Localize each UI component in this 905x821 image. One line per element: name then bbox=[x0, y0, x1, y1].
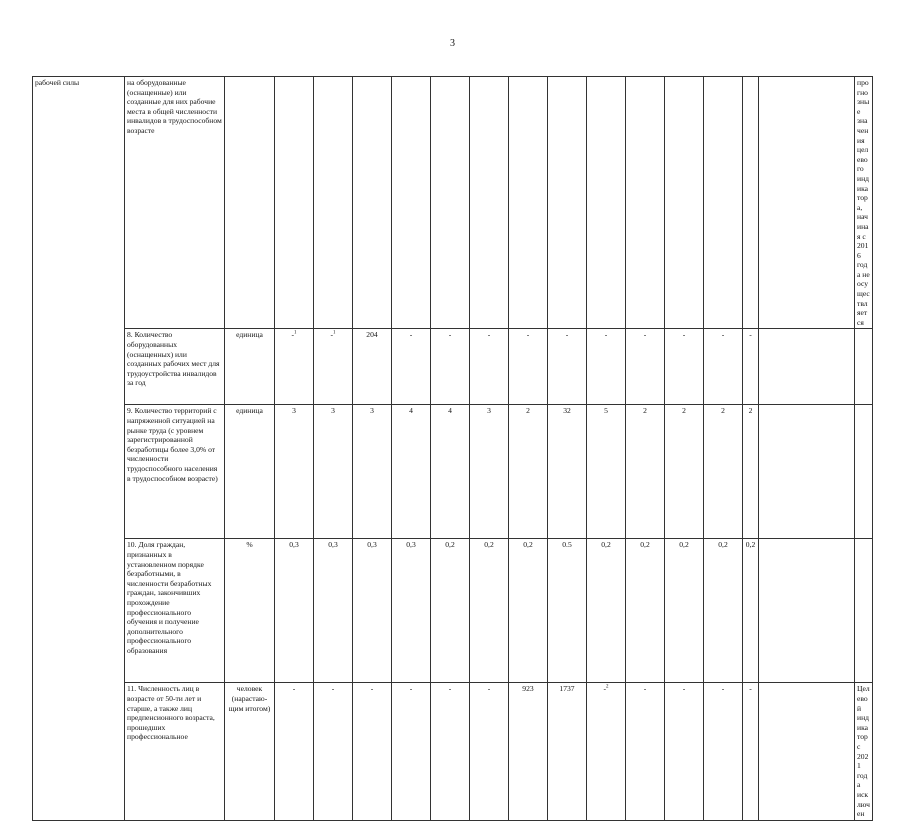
indicator-name: 9. Количество территорий с напряженной ситуацией на рынке труда (с уровнем зарегистрированной безработицы более 3,0% от численности трудоспособного населения в трудоспособном возрасте) bbox=[125, 405, 225, 539]
value-cell: 2 bbox=[704, 405, 743, 539]
section-label: рабочей силы bbox=[33, 77, 125, 821]
indicator-table bbox=[32, 76, 873, 821]
value-cell: - bbox=[626, 329, 665, 405]
value-cell: 3 bbox=[353, 405, 392, 539]
footnote-mark: 1 bbox=[294, 330, 297, 336]
value-cell: - bbox=[587, 329, 626, 405]
value-cell: 4 bbox=[392, 405, 431, 539]
indicator-name: на оборудованные (оснащенные) или созданные для них рабочие места в общей численности инвалидов в трудоспособном возрасте bbox=[125, 77, 225, 329]
value-cell: 2 bbox=[626, 405, 665, 539]
indicator-note bbox=[855, 405, 873, 539]
value-cell: 0,2 bbox=[743, 539, 759, 683]
indicator-unit: % bbox=[225, 539, 275, 683]
value-cell: 0,2 bbox=[704, 539, 743, 683]
value-cell: 923 bbox=[509, 683, 548, 820]
value-cell: 0,2 bbox=[431, 539, 470, 683]
value-cell: 2 bbox=[665, 405, 704, 539]
value-cell: -$^1$ bbox=[275, 329, 314, 405]
value-cell bbox=[704, 77, 743, 329]
value-cell: 3 bbox=[314, 405, 353, 539]
indicator-note bbox=[855, 329, 873, 405]
value-cell bbox=[759, 77, 855, 329]
value-cell: 0,3 bbox=[392, 539, 431, 683]
value-cell: - bbox=[470, 683, 509, 820]
value-cell: 5 bbox=[587, 405, 626, 539]
table-row bbox=[33, 405, 873, 539]
indicator-name: 11. Численность лиц в возрасте от 50-ти лет и старше, а также лиц предпенсионного возраста, прошедших профессиональное bbox=[125, 683, 225, 820]
value-cell bbox=[743, 77, 759, 329]
value-cell bbox=[548, 77, 587, 329]
value-cell: 0,2 bbox=[509, 539, 548, 683]
indicator-note: прогнозные значения целевого индикатора, начиная с 2016 года не осуществляется bbox=[855, 77, 873, 329]
value-cell: - bbox=[665, 683, 704, 820]
indicator-note: Целевой индикатор с 2021 года исключен bbox=[855, 683, 873, 820]
footnote-mark: 1 bbox=[333, 330, 336, 336]
value-cell bbox=[392, 77, 431, 329]
indicator-unit bbox=[225, 77, 275, 329]
table-row bbox=[33, 539, 873, 683]
value-cell: - bbox=[626, 683, 665, 820]
value-cell: 0,2 bbox=[626, 539, 665, 683]
table-row bbox=[33, 329, 873, 405]
value-cell: - bbox=[548, 329, 587, 405]
value-cell bbox=[587, 77, 626, 329]
table-row bbox=[33, 683, 873, 820]
value-cell: - bbox=[431, 329, 470, 405]
value-cell bbox=[626, 77, 665, 329]
value-cell bbox=[759, 539, 855, 683]
value-cell: - bbox=[743, 683, 759, 820]
value-cell bbox=[431, 77, 470, 329]
value-cell: 0,2 bbox=[587, 539, 626, 683]
value-cell bbox=[759, 405, 855, 539]
table-row bbox=[33, 77, 873, 329]
value-cell: 3 bbox=[275, 405, 314, 539]
value-cell: 0,3 bbox=[353, 539, 392, 683]
value-cell: 204 bbox=[353, 329, 392, 405]
value-cell: - bbox=[353, 683, 392, 820]
indicator-note bbox=[855, 539, 873, 683]
indicator-name: 10. Доля граждан, признанных в установленном порядке безработными, в численности безработных граждан, закончивших прохождение профессионального обучения и получение дополнительного профессионального образования bbox=[125, 539, 225, 683]
value-cell: - bbox=[275, 683, 314, 820]
value-cell bbox=[759, 683, 855, 820]
indicator-unit: единица bbox=[225, 329, 275, 405]
value-cell bbox=[509, 77, 548, 329]
indicator-unit: единица bbox=[225, 405, 275, 539]
value-cell: 0.5 bbox=[548, 539, 587, 683]
value-cell bbox=[275, 77, 314, 329]
value-cell: - bbox=[392, 329, 431, 405]
value-cell: - bbox=[314, 683, 353, 820]
value-cell: - bbox=[665, 329, 704, 405]
value-cell bbox=[665, 77, 704, 329]
value-cell: 0,3 bbox=[275, 539, 314, 683]
page-number: 3 bbox=[450, 38, 455, 49]
value-cell: 3 bbox=[470, 405, 509, 539]
value-cell: - bbox=[470, 329, 509, 405]
value-cell: 0,2 bbox=[665, 539, 704, 683]
value-cell: - bbox=[743, 329, 759, 405]
value-cell bbox=[314, 77, 353, 329]
value-cell: 32 bbox=[548, 405, 587, 539]
value-cell bbox=[353, 77, 392, 329]
value-cell: 2 bbox=[509, 405, 548, 539]
value-cell: - bbox=[704, 683, 743, 820]
value-cell: - bbox=[431, 683, 470, 820]
value-cell: - bbox=[509, 329, 548, 405]
value-cell bbox=[759, 329, 855, 405]
value-cell: - bbox=[392, 683, 431, 820]
value-cell: 0,3 bbox=[314, 539, 353, 683]
value-cell: 4 bbox=[431, 405, 470, 539]
value-cell: -$^1$ bbox=[314, 329, 353, 405]
value-cell: -$^2$ bbox=[587, 683, 626, 820]
value-cell bbox=[470, 77, 509, 329]
indicator-unit: человек (нарастаю-щим итогом) bbox=[225, 683, 275, 820]
indicator-name: 8. Количество оборудованных (оснащенных) или созданных рабочих мест для трудоустройства инвалидов за год bbox=[125, 329, 225, 405]
value-cell: 0,2 bbox=[470, 539, 509, 683]
value-cell: 1737 bbox=[548, 683, 587, 820]
value-cell: 2 bbox=[743, 405, 759, 539]
value-cell: - bbox=[704, 329, 743, 405]
footnote-mark: 2 bbox=[606, 684, 609, 690]
